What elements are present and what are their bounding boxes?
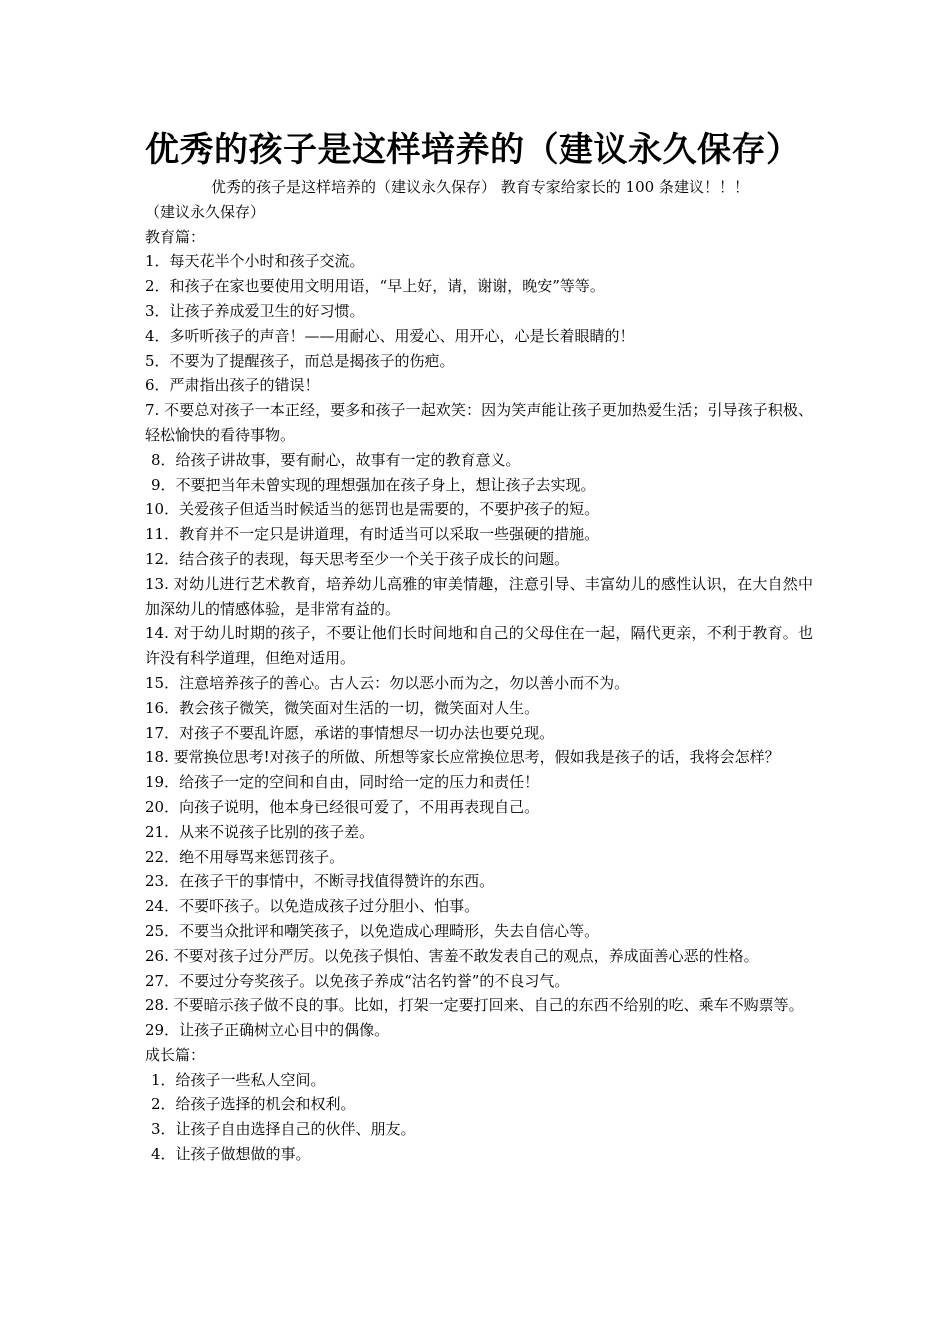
list-item: 23．在孩子干的事情中，不断寻找值得赞许的东西。 [145, 872, 495, 891]
list-item: 2．给孩子选择的机会和权利。 [151, 1095, 356, 1114]
list-item: 6．严肃指出孩子的错误！ [145, 376, 320, 395]
education-list [145, 249, 813, 1043]
list-item: 3．让孩子自由选择自己的伙伴、朋友。 [151, 1120, 416, 1139]
list-item: 22．绝不用辱骂来惩罚孩子。 [145, 847, 345, 866]
list-item: 11．教育并不一定只是讲道理，有时适当可以采取一些强硬的措施。 [145, 525, 600, 544]
list-item: 21．从来不说孩子比别的孩子差。 [145, 822, 375, 841]
growth-list [145, 1068, 813, 1167]
list-item: 29．让孩子正确树立心目中的偶像。 [145, 1021, 390, 1040]
list-item: 14. 对于幼儿时期的孩子，不要让他们长时间地和自己的父母住在一起，隔代更亲，不利于教育。也许没有科学道理，但绝对适用。 [145, 624, 813, 668]
list-item: 4．多听听孩子的声音！——用耐心、用爱心、用开心，心是长着眼睛的！ [145, 326, 635, 345]
list-item: 27．不要过分夸奖孩子。以免孩子养成“沽名钓誉”的不良习气。 [145, 971, 570, 990]
list-item: 4．让孩子做想做的事。 [151, 1145, 311, 1164]
subtitle-continuation: （建议永久保存） [145, 202, 266, 221]
list-item: 13. 对幼儿进行艺术教育，培养幼儿高雅的审美情趣，注意引导、丰富幼儿的感性认识，在大自然中加深幼儿的情感体验，是非常有益的。 [145, 574, 813, 618]
list-item: 2．和孩子在家也要使用文明用语，“早上好，请，谢谢，晚安”等等。 [145, 277, 605, 296]
list-item: 19．给孩子一定的空间和自由，同时给一定的压力和责任！ [145, 773, 540, 792]
section-heading-growth: 成长篇： [145, 1045, 206, 1064]
list-item: 24．不要吓孩子。以免造成孩子过分胆小、怕事。 [145, 897, 480, 916]
list-item: 7. 不要总对孩子一本正经，要多和孩子一起欢笑：因为笑声能让孩子更加热爱生活；引导孩子积极、轻松愉快的看待事物。 [145, 401, 813, 444]
list-item: 20．向孩子说明，他本身已经很可爱了，不用再表现自己。 [145, 797, 540, 816]
list-item: 25．不要当众批评和嘲笑孩子，以免造成心理畸形，失去自信心等。 [145, 921, 600, 940]
list-item: 28. 不要暗示孩子做不良的事。比如，打架一定要打回来、自己的东西不给别的吃、乘车不购票等。 [145, 996, 804, 1015]
list-item: 1．每天花半个小时和孩子交流。 [145, 252, 365, 271]
document-body [145, 175, 813, 1167]
list-item: 15．注意培养孩子的善心。古人云：勿以恶小而为之，勿以善小而不为。 [145, 673, 630, 692]
list-item: 9．不要把当年未曾实现的理想强加在孩子身上，想让孩子去实现。 [151, 475, 596, 494]
list-item: 12．结合孩子的表现，每天思考至少一个关于孩子成长的问题。 [145, 549, 570, 568]
section-heading-education: 教育篇： [145, 227, 206, 246]
list-item: 1．给孩子一些私人空间。 [151, 1070, 326, 1089]
list-item: 26. 不要对孩子过分严厉。以免孩子惧怕、害羞不敢发表自己的观点，养成面善心恶的性格。 [145, 946, 759, 965]
list-item: 3．让孩子养成爱卫生的好习惯。 [145, 301, 365, 320]
list-item: 5．不要为了提醒孩子，而总是揭孩子的伤疤。 [145, 351, 455, 370]
page-title: 优秀的孩子是这样培养的（建议永久保存） [145, 130, 801, 170]
list-item: 8．给孩子讲故事，要有耐心，故事有一定的教育意义。 [151, 450, 521, 469]
list-item: 16．教会孩子微笑，微笑面对生活的一切，微笑面对人生。 [145, 698, 540, 717]
list-item: 10．关爱孩子但适当时候适当的惩罚也是需要的，不要护孩子的短。 [145, 500, 600, 519]
subtitle: 优秀的孩子是这样培养的（建议永久保存） 教育专家给家长的 100 条建议！！！ [211, 178, 749, 196]
list-item: 18. 要常换位思考!对孩子的所做、所想等家长应常换位思考，假如我是孩子的话，我将会怎样？ [145, 748, 780, 767]
list-item: 17．对孩子不要乱许愿，承诺的事情想尽一切办法也要兑现。 [145, 723, 555, 742]
